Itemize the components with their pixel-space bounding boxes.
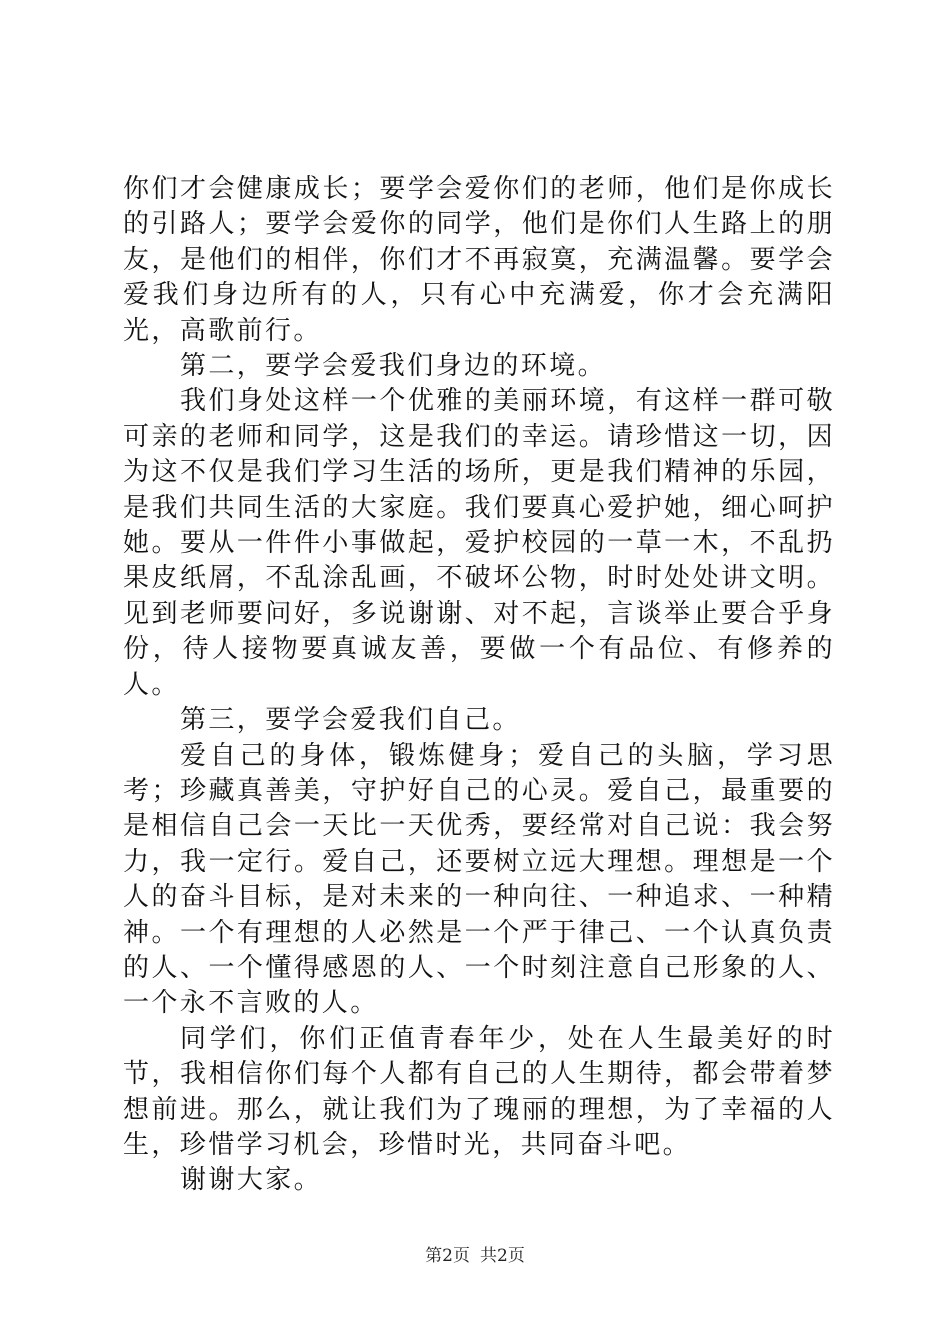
paragraph-continuation: 你们才会健康成长；要学会爱你们的老师，他们是你成长的引路人；要学会爱你的同学，他们是你们人生路上的朋友，是他们的相伴，你们才不再寂寞，充满温馨。要学会爱我们身边所有的人，只有心中充满爱，你才会充满阳光，高歌前行。 <box>123 174 835 346</box>
page-number-total: 共2页 <box>480 1246 525 1266</box>
paragraph-self: 爱自己的身体，锻炼健身；爱自己的头脑，学习思考；珍藏真善美，守护好自己的心灵。爱自己，最重要的是相信自己会一天比一天优秀，要经常对自己说：我会努力，我一定行。爱自己，还要树立远大理想。理想是一个人的奋斗目标，是对未来的一种向往、一种追求、一种精神。一个有理想的人必然是一个严于律己、一个认真负责的人、一个懂得感恩的人、一个时刻注意自己形象的人、一个永不言败的人。 <box>123 740 835 1019</box>
paragraph-heading-self: 第三，要学会爱我们自己。 <box>180 705 521 736</box>
page-footer <box>0 1245 950 1267</box>
page-number-current: 第2页 <box>425 1246 470 1266</box>
paragraph-thanks: 谢谢大家。 <box>180 1165 323 1196</box>
paragraph-closing: 同学们，你们正值青春年少，处在人生最美好的时节，我相信你们每个人都有自己的人生期待，都会带着梦想前进。那么，就让我们为了瑰丽的理想，为了幸福的人生，珍惜学习机会，珍惜时光，共同奋斗吧。 <box>123 1023 835 1160</box>
document-body <box>123 172 835 1199</box>
paragraph-heading-environment: 第二，要学会爱我们身边的环境。 <box>180 351 607 382</box>
paragraph-environment: 我们身处这样一个优雅的美丽环境，有这样一群可敬可亲的老师和同学，这是我们的幸运。请珍惜这一切，因为这不仅是我们学习生活的场所，更是我们精神的乐园，是我们共同生活的大家庭。我们要真心爱护她，细心呵护她。要从一件件小事做起，爱护校园的一草一木，不乱扔果皮纸屑，不乱涂乱画，不破坏公物，时时处处讲文明。见到老师要问好，多说谢谢、对不起，言谈举止要合乎身份，待人接物要真诚友善，要做一个有品位、有修养的人。 <box>123 386 835 700</box>
